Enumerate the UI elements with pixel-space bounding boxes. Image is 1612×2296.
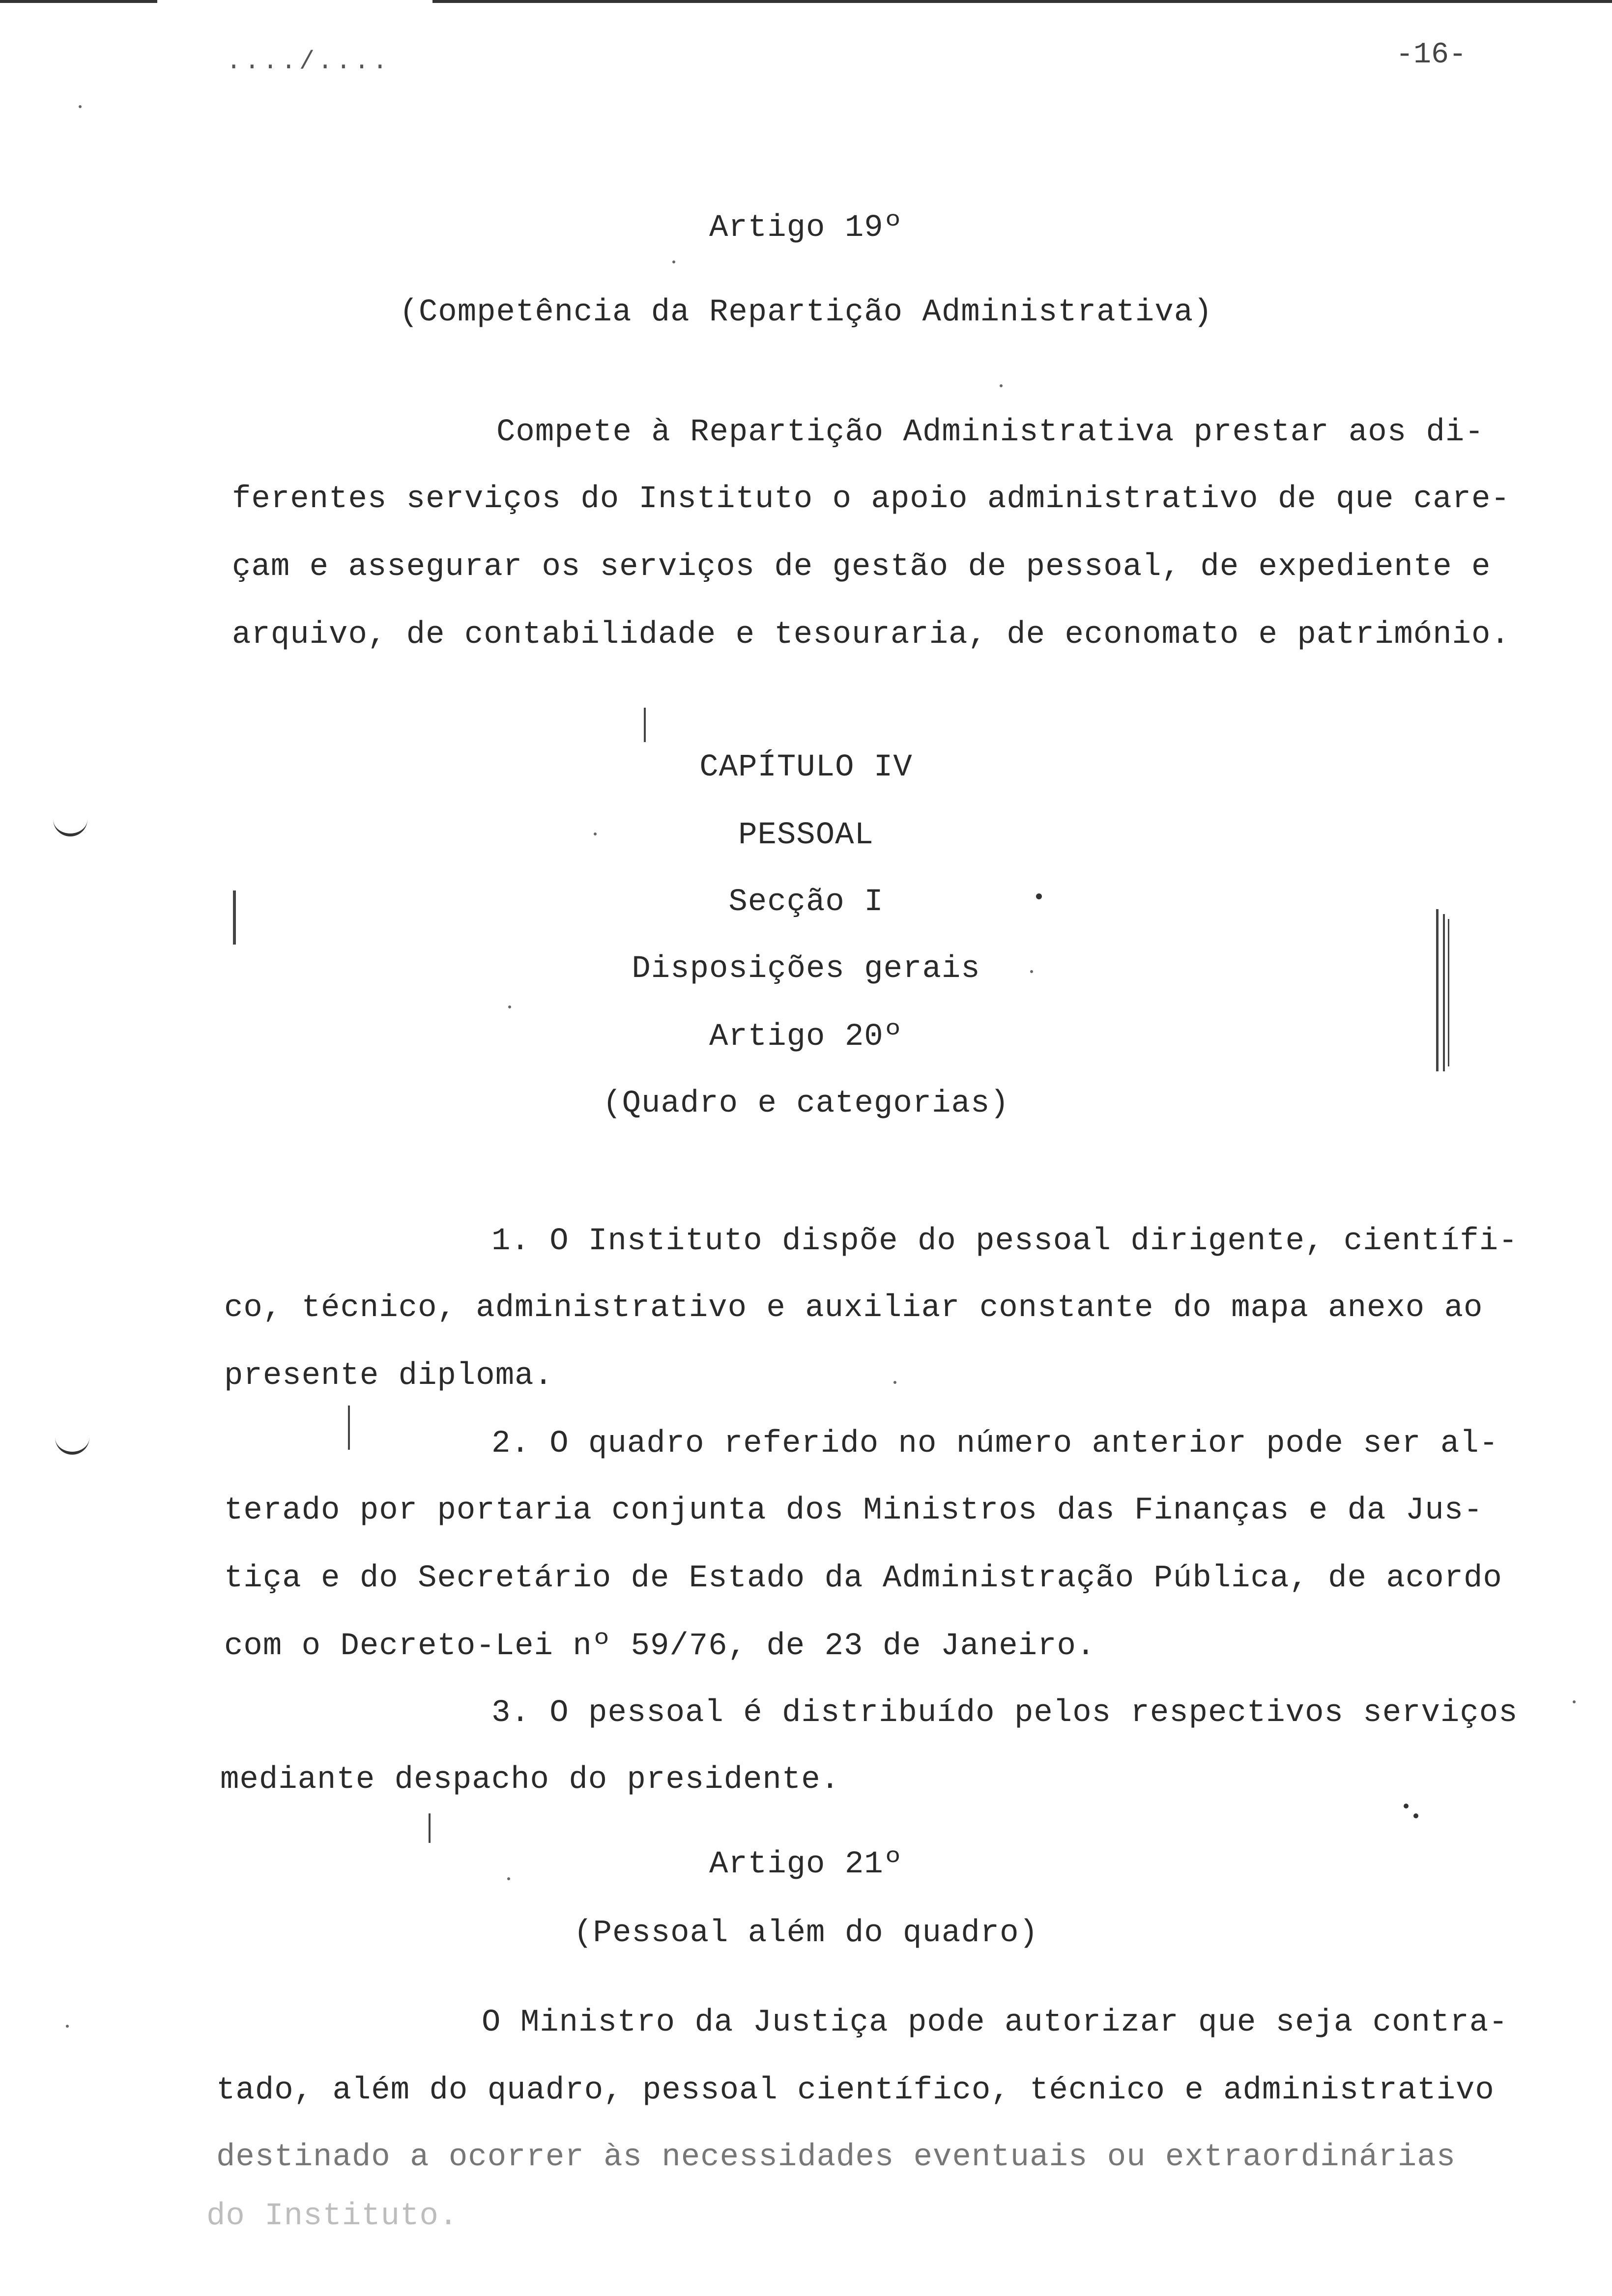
scan-artifact bbox=[55, 1435, 89, 1455]
section-heading: Secção I bbox=[728, 885, 884, 920]
scan-artifact bbox=[429, 1813, 431, 1843]
body-line: ferentes serviços do Instituto o apoio administrativo de que care- bbox=[232, 482, 1510, 517]
article-21-title: Artigo 21º bbox=[709, 1847, 903, 1882]
scan-artifact bbox=[1000, 384, 1003, 387]
body-line: 3. O pessoal é distribuído pelos respectivos serviços bbox=[491, 1695, 1518, 1731]
body-line: do Instituto. bbox=[206, 2199, 459, 2234]
scan-artifact bbox=[1030, 970, 1033, 973]
body-line: destinado a ocorrer às necessidades eventuais ou extraordinárias bbox=[216, 2140, 1456, 2175]
page-number: -16- bbox=[1396, 38, 1467, 72]
chapter-title: PESSOAL bbox=[738, 818, 874, 853]
scan-artifact bbox=[594, 832, 597, 835]
body-line: tado, além do quadro, pessoal científico, técnico e administrativo bbox=[216, 2073, 1495, 2108]
scan-artifact bbox=[79, 105, 82, 108]
scan-edge-line bbox=[432, 0, 1612, 3]
scan-artifact bbox=[233, 890, 236, 945]
scan-artifact bbox=[1448, 919, 1449, 1066]
scan-edge-line bbox=[0, 0, 157, 3]
body-line: co, técnico, administrativo e auxiliar constante do mapa anexo ao bbox=[224, 1291, 1483, 1326]
scan-artifact bbox=[1404, 1804, 1409, 1808]
article-20-title: Artigo 20º bbox=[709, 1019, 903, 1055]
scan-artifact bbox=[1413, 1813, 1418, 1818]
body-line: terado por portaria conjunta dos Ministros das Finanças e da Jus- bbox=[224, 1493, 1483, 1528]
scan-artifact bbox=[1036, 893, 1042, 899]
scan-artifact bbox=[672, 260, 675, 263]
article-20-subtitle: (Quadro e categorias) bbox=[603, 1086, 1009, 1121]
scan-artifact bbox=[1443, 914, 1445, 1071]
scan-artifact bbox=[1573, 1700, 1576, 1703]
continuation-mark: ..../.... bbox=[226, 47, 391, 76]
body-line: tiça e do Secretário de Estado da Administração Pública, de acordo bbox=[224, 1561, 1502, 1596]
scan-artifact bbox=[507, 1877, 510, 1880]
article-19-title: Artigo 19º bbox=[709, 210, 903, 246]
scan-artifact bbox=[1436, 909, 1439, 1071]
article-19-subtitle: (Competência da Repartição Administrativa) bbox=[399, 295, 1213, 330]
scan-artifact bbox=[348, 1406, 350, 1450]
body-line: O Ministro da Justiça pode autorizar que seja contra- bbox=[482, 2005, 1508, 2040]
body-line: Compete à Repartição Administrativa prestar aos di- bbox=[496, 415, 1484, 450]
scan-artifact bbox=[508, 1005, 511, 1008]
section-title: Disposições gerais bbox=[632, 951, 980, 987]
body-line: presente diploma. bbox=[224, 1358, 553, 1394]
scan-artifact bbox=[66, 2025, 69, 2028]
chapter-heading: CAPÍTULO IV bbox=[699, 750, 913, 785]
article-21-subtitle: (Pessoal além do quadro) bbox=[574, 1916, 1038, 1951]
body-line: mediante despacho do presidente. bbox=[220, 1762, 840, 1798]
body-line: 2. O quadro referido no número anterior pode ser al- bbox=[491, 1426, 1499, 1462]
body-line: 1. O Instituto dispõe do pessoal dirigente, científi- bbox=[491, 1224, 1518, 1259]
scan-artifact bbox=[893, 1381, 896, 1384]
scan-artifact bbox=[644, 708, 646, 742]
body-line: çam e assegurar os serviços de gestão de pessoal, de expediente e bbox=[232, 549, 1491, 585]
body-line: com o Decreto-Lei nº 59/76, de 23 de Janeiro. bbox=[224, 1629, 1096, 1664]
body-line: arquivo, de contabilidade e tesouraria, de economato e património. bbox=[232, 617, 1510, 653]
